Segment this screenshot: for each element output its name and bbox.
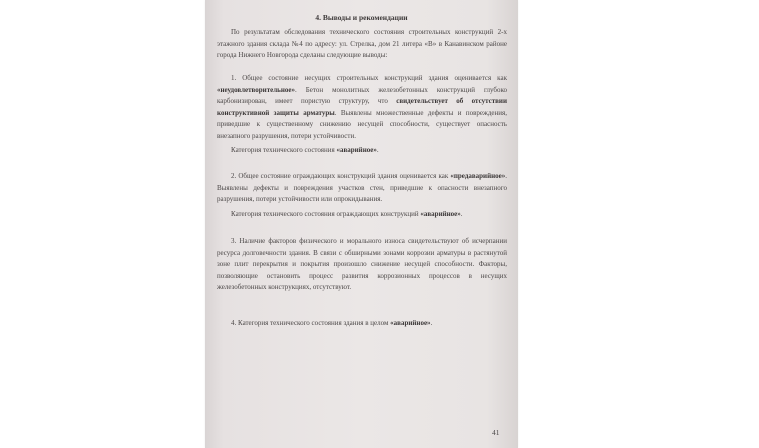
document-page xyxy=(205,0,518,448)
conclusion-1 xyxy=(217,73,507,142)
conclusion-4 xyxy=(217,318,507,330)
conclusion-2-rating: «предаварийное» xyxy=(450,172,506,180)
conclusion-4-rating: «аварийное» xyxy=(390,319,431,327)
conclusion-1-text-e: . Выявлены множественные дефекты и повреждения, приведшие к существенному снижению несущей способности, существует опасность внезапного разрушения, потери устойчивости. xyxy=(217,108,507,140)
conclusion-1-rating: «неудовлетворительное» xyxy=(217,85,296,94)
conclusion-1-emphasis: свидетельствует об отсутствии конструктивной защиты арматуры xyxy=(217,97,508,117)
conclusion-2-text-a: 2. Общее состояние ограждающих конструкций здания оценивается как xyxy=(231,172,451,180)
conclusion-4-text-a: 4. Категория технического состояния здания в целом xyxy=(231,319,391,327)
conclusion-2-category-value: «аварийное» xyxy=(420,210,461,218)
page-number: 41 xyxy=(492,428,500,437)
conclusion-1-category-value: «аварийное» xyxy=(336,146,377,154)
intro-paragraph: По результатам обследования технического состояния строительных конструкций 2-х этажного здания склада №4 по адресу: ул. Стрелка, дом 21 литера «В» в Канавинском районе города Нижнего Новгорода сделаны следующие выводы: xyxy=(217,28,507,59)
conclusion-4-end: . xyxy=(430,319,433,327)
conclusion-1-text-c: . Бетон монолитных железобетонных конструкций глубоко карбонизирован, имеет пористую структуру, что xyxy=(217,85,507,105)
conclusion-1-text-a: 1. Общее состояние несущих строительных конструкций здания оценивается как xyxy=(231,74,507,82)
conclusion-2-category-label: Категория технического состояния ограждающих конструкций xyxy=(231,210,421,218)
conclusion-1-category-label: Категория технического состояния xyxy=(231,146,337,154)
conclusion-2-category-end: . xyxy=(460,210,463,218)
conclusion-3: 3. Наличие факторов физического и морального износа свидетельствуют об исчерпании ресурса долговечности здания. В связи с обширными зонами коррозии арматуры в растянутой зоне плит перекрытия и покрытия произошло снижение несущей способности. Факторы, позволяющие остановить процесс развития коррозионных процессов в несущих железобетонных конструкциях, отсутствуют. xyxy=(217,237,507,291)
conclusion-1-category xyxy=(217,145,507,157)
section-heading: 4. Выводы и рекомендации xyxy=(315,13,408,22)
conclusion-1-category-end: . xyxy=(376,146,379,154)
conclusion-2 xyxy=(217,171,507,206)
conclusion-2-category xyxy=(217,209,507,221)
conclusion-2-text-c: . Выявлены дефекты и повреждения участков стен, приведшие к опасности внезапного разрушения, потери устойчивости или опрокидывания. xyxy=(217,172,507,203)
